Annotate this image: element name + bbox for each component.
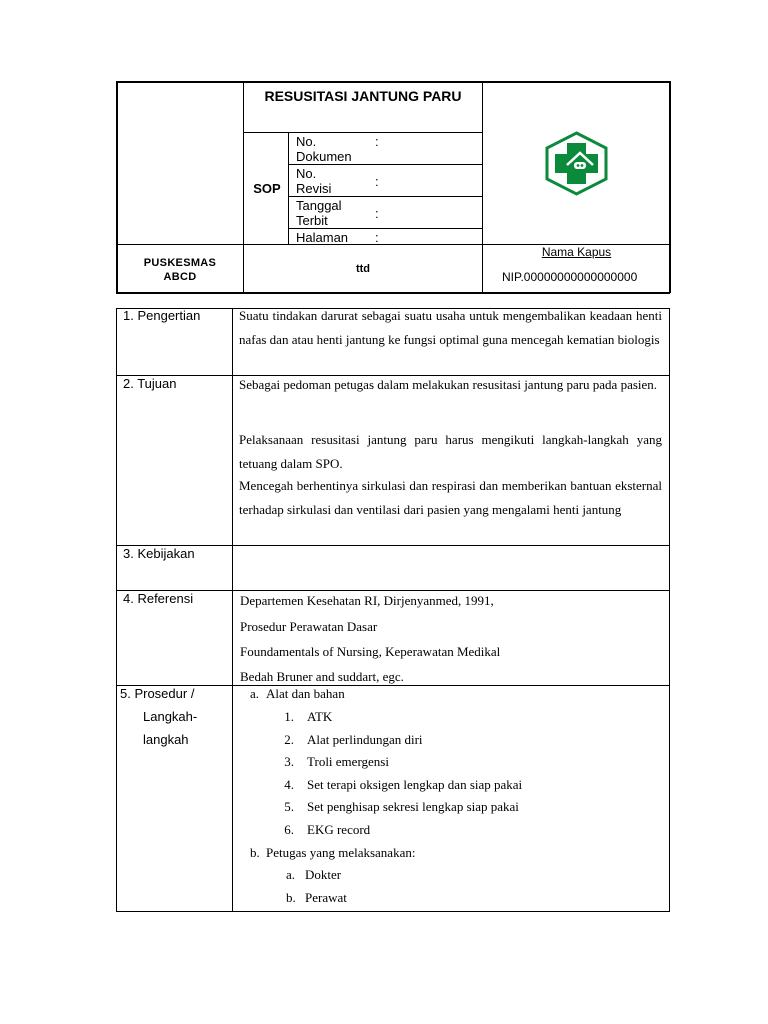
alat-item: EKG record (307, 822, 371, 837)
petugas-item: Dokter (305, 867, 342, 882)
alat-item: ATK (307, 709, 333, 724)
sop-label: SOP (253, 181, 281, 196)
no-revisi-line1: No. (296, 166, 317, 181)
head-nip: NIP.00000000000000000 (502, 270, 638, 284)
alat-item: Set terapi oksigen lengkap dan siap pakai (307, 777, 523, 792)
table-border-bottom (116, 911, 670, 912)
prosedur-a-marker: a. (250, 686, 260, 701)
tanggal-terbit-colon: : (375, 206, 379, 221)
table-border-right (669, 308, 670, 912)
row-divider-2 (116, 545, 670, 546)
organization-name (118, 256, 242, 284)
no-dokumen-line2: Dokumen (296, 149, 352, 164)
prosedur-label-line3: langkah (143, 732, 189, 747)
alat-item: Set penghisap sekresi lengkap siap pakai (307, 799, 519, 814)
signature-ttd: ttd (355, 263, 371, 275)
alat-item-number: 3. (284, 754, 294, 769)
tujuan-p2: Pelaksanaan resusitasi jantung paru harus mengikuti langkah-langkah yang tetuang dalam SPO. (239, 432, 662, 471)
table-column-divider (232, 308, 233, 912)
tujuan-label: 2. Tujuan (123, 376, 177, 391)
no-dokumen-line1: No. (296, 134, 317, 149)
referensi-item: Bedah Bruner and suddart, egc. (240, 669, 404, 684)
no-dokumen-label (296, 134, 376, 164)
pengertian-text: Suatu tindakan darurat sebagai suatu usaha untuk mengembalikan keadaan henti nafas dan atau henti jantung ke fungsi optimal guna mencegah kematian biologis (239, 308, 662, 347)
petugas-item: Perawat (305, 890, 347, 905)
row-divider-4 (116, 685, 670, 686)
alat-item-number: 6. (284, 822, 294, 837)
referensi-label: 4. Referensi (123, 591, 194, 606)
referensi-item: Prosedur Perawatan Dasar (240, 619, 378, 634)
header-border-bottom (116, 292, 670, 294)
prosedur-label-line2: Langkah- (143, 709, 198, 724)
header-divider-v2 (482, 81, 483, 293)
halaman-label: Halaman (296, 230, 349, 245)
prosedur-a-title: Alat dan bahan (266, 686, 345, 701)
alat-item-number: 1. (284, 709, 294, 724)
header-border-top (116, 81, 670, 83)
header-divider-v1 (243, 81, 244, 293)
table-border-left (116, 308, 117, 912)
prosedur-b-title: Petugas yang melaksanakan: (266, 845, 416, 860)
header-divider-h1 (243, 132, 483, 133)
petugas-item-marker: b. (286, 890, 296, 905)
tanggal-terbit-line1: Tanggal (296, 198, 342, 213)
organization-line1: PUSKESMAS (143, 257, 217, 269)
header-divider-h4 (288, 228, 483, 229)
alat-item: Alat perlindungan diri (307, 732, 423, 747)
header-divider-h3 (288, 196, 483, 197)
tanggal-terbit-line2: Terbit (296, 213, 328, 228)
prosedur-label-line1: 5. Prosedur / (120, 686, 195, 701)
alat-item-number: 5. (284, 799, 294, 814)
no-revisi-label (296, 166, 376, 196)
alat-item-number: 4. (284, 777, 294, 792)
tujuan-p1: Sebagai pedoman petugas dalam melakukan resusitasi jantung paru pada pasien. (239, 377, 658, 392)
tujuan-p3: Mencegah berhentinya sirkulasi dan respirasi dan memberikan bantuan eksternal terhadap sirkulasi dan ventilasi dari pasien yang mengalami henti jantung (239, 478, 662, 517)
halaman-colon: : (375, 230, 379, 245)
referensi-item: Foundamentals of Nursing, Keperawatan Medikal (240, 644, 501, 659)
alat-item-number: 2. (284, 732, 294, 747)
pengertian-label: 1. Pengertian (123, 308, 201, 323)
puskesmas-logo-icon (544, 131, 609, 196)
head-name: Nama Kapus (541, 245, 612, 259)
no-dokumen-colon: : (375, 134, 379, 149)
no-revisi-colon: : (375, 174, 379, 189)
tanggal-terbit-label (296, 198, 376, 228)
header-border-right (669, 81, 671, 293)
alat-item: Troli emergensi (307, 754, 389, 769)
row-divider-3 (116, 590, 670, 591)
referensi-item: Departemen Kesehatan RI, Dirjenyanmed, 1991, (240, 593, 494, 608)
header-divider-h2 (288, 164, 483, 165)
no-revisi-line2: Revisi (296, 181, 332, 196)
kebijakan-label: 3. Kebijakan (123, 546, 195, 561)
prosedur-b-marker: b. (250, 845, 260, 860)
petugas-item-marker: a. (286, 867, 296, 882)
organization-line2: ABCD (163, 271, 197, 283)
document-title: RESUSITASI JANTUNG PARU (264, 88, 462, 104)
